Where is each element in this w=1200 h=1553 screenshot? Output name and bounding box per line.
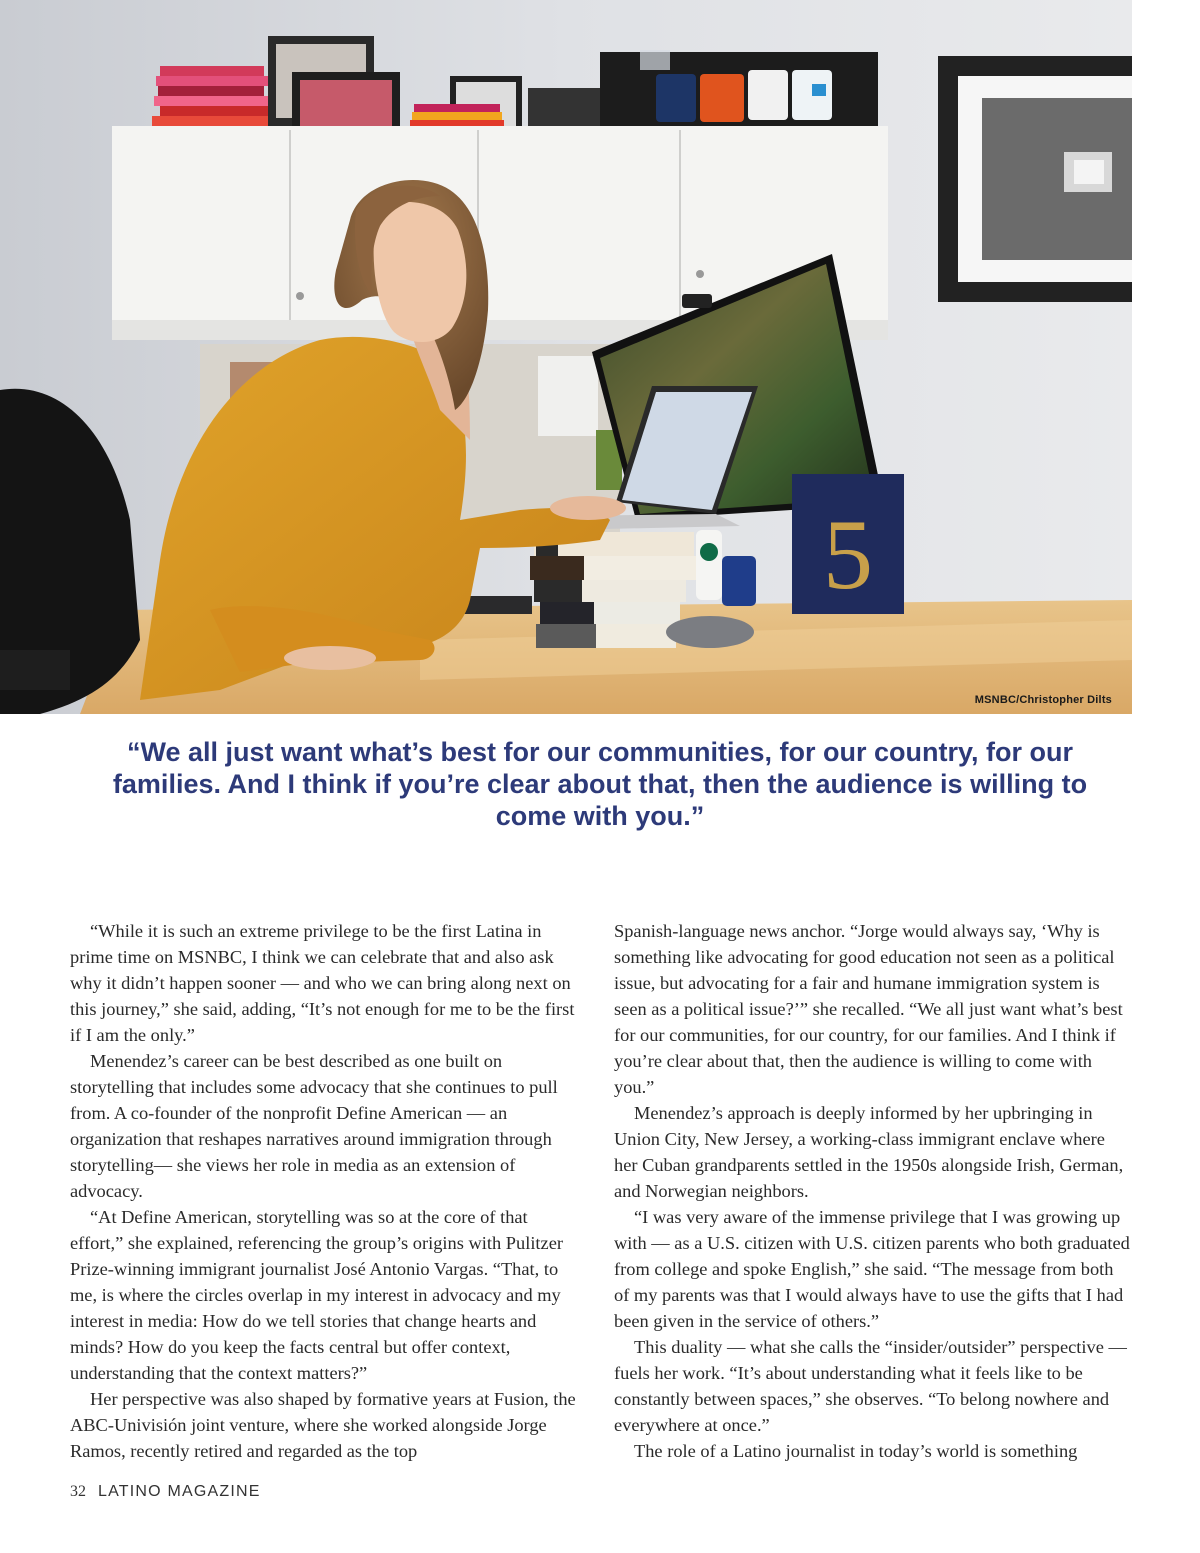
article-photo xyxy=(0,0,1132,714)
paragraph: The role of a Latino journalist in today’s world is something xyxy=(634,1441,1078,1461)
paragraph: “I was very aware of the immense privilege that I was growing up with — as a U.S. citizen with U.S. citizen parents who both graduated from college and spoke English,” she said. “The message from both of my parents was that I would always have to use the gifts that I had been given in the service of others.” xyxy=(614,1207,1130,1331)
paragraph: Spanish-language news anchor. “Jorge would always say, ‘Why is something like advocating for good education not seen as a political issue, but advocating for a fair and humane immigration system is seen as a political issue?’” she recalled. “We all just want what’s best for our communities, for our country, for our families. And I think if you’re clear about that, then the audience is willing to come with you.” xyxy=(614,921,1123,1097)
paragraph: This duality — what she calls the “insider/outsider” perspective — fuels her work. “It’s about understanding what it feels like to be constantly between spaces,” she observes. “To belong nowhere and everywhere at once.” xyxy=(614,1337,1127,1435)
page-footer xyxy=(70,1483,261,1501)
paragraph: “While it is such an extreme privilege to be the first Latina in prime time on MSNBC, I think we can celebrate that and also ask why it didn’t happen sooner — and who we can bring along next on this journey,” she said, adding, “It’s not enough for me to be the first if I am the only.” xyxy=(70,921,575,1045)
paragraph: “At Define American, storytelling was so at the core of that effort,” she explained, referencing the group’s origins with Pulitzer Prize-winning immigrant journalist José Antonio Vargas. “That, to me, is where the circles overlap in my interest in advocacy and my interest in media: How do we tell stories that change hearts and minds? How do you keep the facts central but offer context, understanding that the context matters?” xyxy=(70,1207,563,1383)
paragraph: Her perspective was also shaped by formative years at Fusion, the ABC-Univisión joint venture, where she worked alongside Jorge Ramos, recently retired and regarded as the top xyxy=(70,1389,576,1461)
publication-name: LATINO MAGAZINE xyxy=(98,1483,261,1500)
article-column-left xyxy=(70,918,580,1464)
pull-quote: “We all just want what’s best for our communities, for our country, for our families. And I think if you’re clear about that, then the audience is willing to come with you.” xyxy=(112,737,1088,831)
paragraph: Menendez’s approach is deeply informed by her upbringing in Union City, New Jersey, a working-class immigrant enclave where her Cuban grandparents settled in the 1950s alongside Irish, German, and Norwegian neighbors. xyxy=(614,1103,1124,1201)
svg-text:5: 5 xyxy=(823,499,873,610)
page-number: 32 xyxy=(70,1483,86,1500)
photo-credit: MSNBC/Christopher Dilts xyxy=(974,694,1112,706)
paragraph: Menendez’s career can be best described as one built on storytelling that includes some advocacy that she continues to pull from. A co-founder of the nonprofit Define American — an organization that reshapes narratives around immigration through storytelling— she views her role in media as an extension of advocacy. xyxy=(70,1051,558,1201)
office-portrait-photo xyxy=(0,0,1132,714)
article-column-right xyxy=(614,918,1132,1464)
